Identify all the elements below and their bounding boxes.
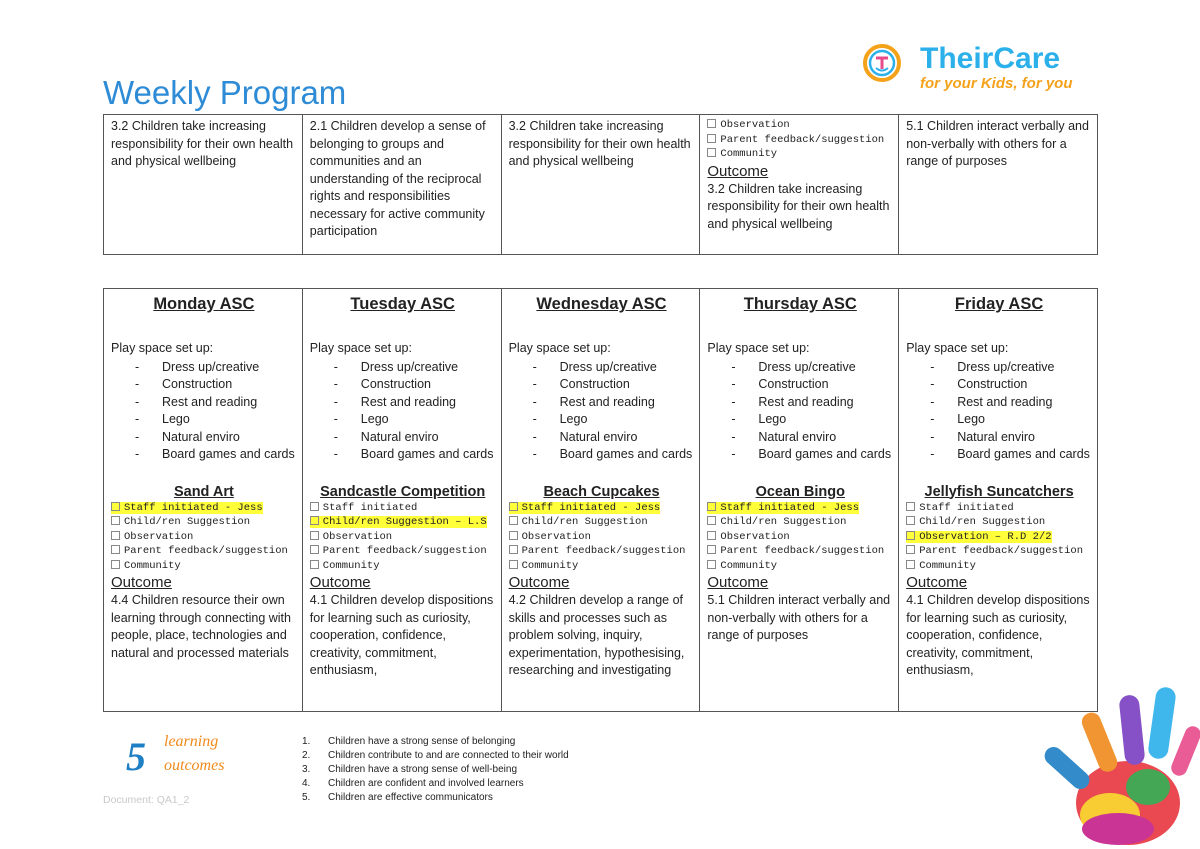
checkbox-label: Parent feedback/suggestion bbox=[720, 545, 885, 557]
checkbox-item[interactable] bbox=[707, 544, 893, 559]
outcomes-summary-table bbox=[103, 114, 1098, 255]
list-item: - Rest and reading bbox=[333, 394, 456, 409]
list-item: - Lego bbox=[731, 412, 787, 426]
summary-cell-3 bbox=[501, 115, 700, 255]
list-item: - Rest and reading bbox=[731, 394, 854, 409]
summary-text: 2.1 Children develop a sense of belonging to groups and communities and an understanding of the reciprocal rights and responsibilities necessary for active community participation bbox=[309, 119, 486, 238]
document-reference: Document: QA1_2 bbox=[103, 794, 190, 806]
learning-outcomes-word2: outcomes bbox=[164, 757, 225, 774]
list-item: - Board games and cards bbox=[731, 447, 892, 461]
setup-list bbox=[310, 359, 496, 464]
list-item: - Lego bbox=[532, 412, 588, 426]
list-item: - Rest and reading bbox=[532, 394, 655, 409]
checkbox-icon[interactable] bbox=[310, 545, 319, 554]
checkbox-label: Staff initiated bbox=[322, 501, 418, 514]
page-title: Weekly Program bbox=[103, 74, 347, 111]
outcome-text: 4.1 Children develop dispositions for learning such as curiosity, cooperation, confidence, creativity, commitment, enthusiasm, bbox=[906, 593, 1090, 677]
checkbox-item[interactable] bbox=[707, 559, 893, 574]
activity-title: Beach Cupcakes bbox=[543, 483, 660, 500]
setup-list bbox=[707, 359, 893, 464]
summary-cell-5 bbox=[899, 115, 1098, 255]
list-item: - Construction bbox=[731, 377, 829, 391]
checkbox-label: Parent feedback/suggestion bbox=[720, 133, 885, 146]
learning-outcomes-badge bbox=[126, 733, 266, 783]
checkbox-item[interactable] bbox=[509, 544, 695, 559]
list-item: 3. Children have a strong sense of well-being bbox=[302, 764, 517, 775]
list-item: - Construction bbox=[532, 377, 630, 391]
checkbox-icon[interactable] bbox=[111, 531, 120, 540]
list-item: - Natural enviro bbox=[731, 429, 837, 444]
checkbox-icon[interactable] bbox=[906, 545, 915, 554]
day-column bbox=[302, 289, 501, 712]
checkbox-label: Community bbox=[124, 559, 181, 572]
checkbox-icon[interactable] bbox=[310, 502, 319, 511]
list-item: - Natural enviro bbox=[930, 429, 1036, 444]
learning-outcomes-list bbox=[302, 735, 569, 805]
checkbox-icon[interactable] bbox=[707, 545, 716, 554]
checkbox-label: Staff initiated - Jess bbox=[521, 501, 661, 514]
checkbox-item[interactable] bbox=[111, 544, 297, 559]
checkbox-item[interactable] bbox=[707, 118, 893, 133]
setup-list bbox=[111, 359, 297, 464]
list-item: - Construction bbox=[333, 377, 431, 391]
summary-cell-2 bbox=[302, 115, 501, 255]
checkbox-item[interactable] bbox=[111, 501, 297, 516]
checkbox-label: Child/ren Suggestion bbox=[521, 516, 648, 528]
checkbox-icon[interactable] bbox=[509, 545, 518, 554]
checkbox-label: Observation bbox=[521, 530, 591, 543]
day-column bbox=[501, 289, 700, 712]
checkbox-icon[interactable] bbox=[310, 560, 319, 569]
list-item: - Rest and reading bbox=[930, 394, 1053, 409]
checkbox-item[interactable] bbox=[310, 559, 496, 574]
list-item: 5. Children are effective communicators bbox=[302, 792, 493, 803]
checkbox-label: Community bbox=[720, 559, 778, 572]
checkbox-icon[interactable] bbox=[707, 531, 716, 540]
checkbox-label: Parent feedback/suggestion bbox=[124, 545, 288, 557]
list-item: 4. Children are confident and involved learners bbox=[302, 778, 524, 789]
outcome-heading: Outcome bbox=[707, 162, 769, 180]
activity-title: Sand Art bbox=[173, 483, 234, 500]
setup-label: Play space set up: bbox=[508, 341, 611, 355]
day-column bbox=[104, 289, 303, 712]
activity-title: Ocean Bingo bbox=[755, 483, 845, 500]
setup-label: Play space set up: bbox=[707, 341, 810, 355]
outcome-heading: Outcome bbox=[309, 574, 371, 591]
list-item: - Dress up/creative bbox=[135, 359, 260, 374]
list-item: - Dress up/creative bbox=[731, 359, 856, 374]
setup-label: Play space set up: bbox=[111, 341, 214, 355]
outcome-text: 4.2 Children develop a range of skills and processes such as problem solving, inquiry, experimentation, hypothesising, researching and investigating bbox=[508, 593, 685, 677]
list-item: - Natural enviro bbox=[333, 429, 439, 444]
day-heading: Friday ASC bbox=[954, 295, 1044, 313]
checkbox-item[interactable] bbox=[906, 530, 1092, 545]
outcome-heading: Outcome bbox=[906, 574, 968, 591]
outcome-heading: Outcome bbox=[111, 574, 172, 591]
checkbox-label: Parent feedback/suggestion bbox=[521, 545, 686, 557]
summary-cell-1 bbox=[104, 115, 303, 255]
checkbox-label: Observation bbox=[124, 530, 194, 543]
checkbox-label: Child/ren Suggestion bbox=[720, 516, 847, 528]
checkbox-label: Child/ren Suggestion bbox=[124, 516, 251, 528]
checkbox-item[interactable] bbox=[310, 544, 496, 559]
outcome-text: 4.1 Children develop dispositions for learning such as curiosity, cooperation, confidence, creativity, commitment, enthusiasm, bbox=[309, 593, 494, 677]
checkbox-item[interactable] bbox=[707, 530, 893, 545]
setup-list bbox=[509, 359, 695, 464]
list-item: - Lego bbox=[333, 412, 389, 426]
list-item: 1. Children have a strong sense of belonging bbox=[302, 736, 516, 747]
checkbox-icon[interactable] bbox=[707, 119, 716, 128]
checkbox-label: Observation bbox=[322, 530, 393, 543]
checkbox-label: Staff initiated - Jess bbox=[124, 501, 263, 514]
summary-cell-4 bbox=[700, 115, 899, 255]
checkbox-label: Child/ren Suggestion – L.S bbox=[322, 516, 487, 528]
checkbox-icon[interactable] bbox=[906, 502, 915, 511]
checkbox-icon[interactable] bbox=[310, 531, 319, 540]
checkbox-icon[interactable] bbox=[111, 560, 120, 569]
list-item: - Construction bbox=[135, 377, 233, 391]
setup-list bbox=[906, 359, 1092, 464]
checkbox-icon[interactable] bbox=[906, 560, 915, 569]
day-column bbox=[899, 289, 1098, 712]
checkbox-icon[interactable] bbox=[707, 516, 716, 525]
checkbox-icon[interactable] bbox=[509, 560, 518, 569]
checkbox-item[interactable] bbox=[707, 515, 893, 530]
activity-title: Sandcastle Competition bbox=[320, 483, 486, 500]
list-item: - Board games and cards bbox=[532, 447, 693, 461]
outcome-heading: Outcome bbox=[707, 574, 769, 591]
summary-text: 3.2 Children take increasing responsibility for their own health and physical wellbeing bbox=[707, 181, 890, 231]
list-item: - Construction bbox=[930, 377, 1028, 391]
list-item: - Board games and cards bbox=[930, 447, 1090, 461]
checkbox-label: Community bbox=[720, 148, 778, 160]
checkbox-icon[interactable] bbox=[509, 502, 518, 511]
checkbox-item[interactable] bbox=[111, 515, 297, 530]
painted-hand-icon bbox=[1030, 685, 1200, 849]
list-item: - Rest and reading bbox=[135, 394, 258, 409]
checkbox-icon[interactable] bbox=[111, 516, 120, 525]
theircare-logo-icon bbox=[862, 43, 902, 83]
summary-text: 3.2 Children take increasing responsibility for their own health and physical wellbeing bbox=[111, 119, 294, 168]
list-item: - Lego bbox=[930, 412, 985, 426]
day-heading: Tuesday ASC bbox=[350, 295, 455, 313]
checkbox-label: Child/ren Suggestion bbox=[919, 516, 1046, 528]
day-heading: Thursday ASC bbox=[743, 295, 857, 313]
checkbox-icon[interactable] bbox=[707, 560, 716, 569]
checkbox-item[interactable] bbox=[906, 501, 1092, 516]
outcome-text: 5.1 Children interact verbally and non-verbally with others for a range of purposes bbox=[707, 593, 891, 642]
learning-outcomes-word1: learning bbox=[164, 733, 219, 750]
day-column bbox=[700, 289, 899, 712]
weekly-program-table bbox=[103, 288, 1098, 712]
checkbox-icon[interactable] bbox=[509, 516, 518, 525]
checkbox-icon[interactable] bbox=[111, 502, 120, 511]
checkbox-item[interactable] bbox=[906, 559, 1092, 574]
summary-text: 5.1 Children interact verbally and non-verbally with others for a range of purposes bbox=[906, 119, 1089, 168]
list-item: - Lego bbox=[135, 412, 190, 426]
checkbox-label: Staff initiated bbox=[919, 501, 1014, 514]
checkbox-item[interactable] bbox=[707, 133, 893, 148]
list-item: - Board games and cards bbox=[135, 447, 295, 461]
checkbox-item[interactable] bbox=[310, 530, 496, 545]
checkbox-icon[interactable] bbox=[509, 531, 518, 540]
checkbox-label: Observation – R.D 2/2 bbox=[919, 530, 1052, 543]
checkbox-label: Parent feedback/suggestion bbox=[919, 545, 1084, 557]
checkbox-icon[interactable] bbox=[906, 531, 915, 540]
day-heading: Wednesday ASC bbox=[536, 295, 667, 313]
list-item: - Dress up/creative bbox=[333, 359, 459, 374]
list-item: - Board games and cards bbox=[333, 447, 494, 461]
logo-brand-text: TheirCare bbox=[920, 42, 1061, 75]
list-item: - Dress up/creative bbox=[930, 359, 1055, 374]
checkbox-label: Staff initiated - Jess bbox=[720, 501, 860, 514]
summary-text: 3.2 Children take increasing responsibility for their own health and physical wellbeing bbox=[508, 119, 691, 168]
logo-tagline: for your Kids, for you bbox=[920, 75, 1073, 92]
checkbox-label: Observation bbox=[720, 119, 790, 131]
checkbox-icon[interactable] bbox=[707, 148, 716, 157]
outcome-text: 4.4 Children resource their own learning through connecting with people, place, technologies and natural and processed materials bbox=[111, 593, 291, 660]
checkbox-label: Community bbox=[521, 559, 579, 572]
day-heading: Monday ASC bbox=[153, 295, 255, 313]
checkbox-item[interactable] bbox=[509, 559, 695, 574]
checkbox-item[interactable] bbox=[310, 501, 496, 516]
checkbox-item[interactable] bbox=[906, 544, 1092, 559]
checkbox-label: Community bbox=[322, 559, 380, 572]
theircare-logo bbox=[862, 42, 1102, 94]
checkbox-item[interactable] bbox=[707, 147, 893, 162]
list-item: - Natural enviro bbox=[135, 429, 240, 444]
list-item: 2. Children contribute to and are connected to their world bbox=[302, 750, 569, 761]
checkbox-item[interactable] bbox=[509, 501, 695, 516]
outcome-heading: Outcome bbox=[508, 574, 570, 591]
checkbox-icon[interactable] bbox=[111, 545, 120, 554]
activity-title: Jellyfish Suncatchers bbox=[924, 483, 1074, 500]
list-item: - Natural enviro bbox=[532, 429, 638, 444]
setup-label: Play space set up: bbox=[309, 341, 412, 355]
checkbox-item[interactable] bbox=[111, 559, 297, 574]
checkbox-item[interactable] bbox=[310, 515, 496, 530]
checkbox-label: Parent feedback/suggestion bbox=[322, 545, 487, 557]
setup-label: Play space set up: bbox=[906, 341, 1009, 355]
checkbox-item[interactable] bbox=[509, 515, 695, 530]
checkbox-icon[interactable] bbox=[707, 502, 716, 511]
checkbox-item[interactable] bbox=[509, 530, 695, 545]
list-item: - Dress up/creative bbox=[532, 359, 657, 374]
checkbox-item[interactable] bbox=[906, 515, 1092, 530]
checkbox-item[interactable] bbox=[707, 501, 893, 516]
checkbox-icon[interactable] bbox=[906, 516, 915, 525]
checkbox-icon[interactable] bbox=[707, 134, 716, 143]
checkbox-label: Observation bbox=[720, 530, 790, 543]
checkbox-item[interactable] bbox=[111, 530, 297, 545]
learning-outcomes-number: 5 bbox=[126, 734, 146, 779]
checkbox-label: Community bbox=[919, 559, 976, 572]
checkbox-icon[interactable] bbox=[310, 516, 319, 525]
